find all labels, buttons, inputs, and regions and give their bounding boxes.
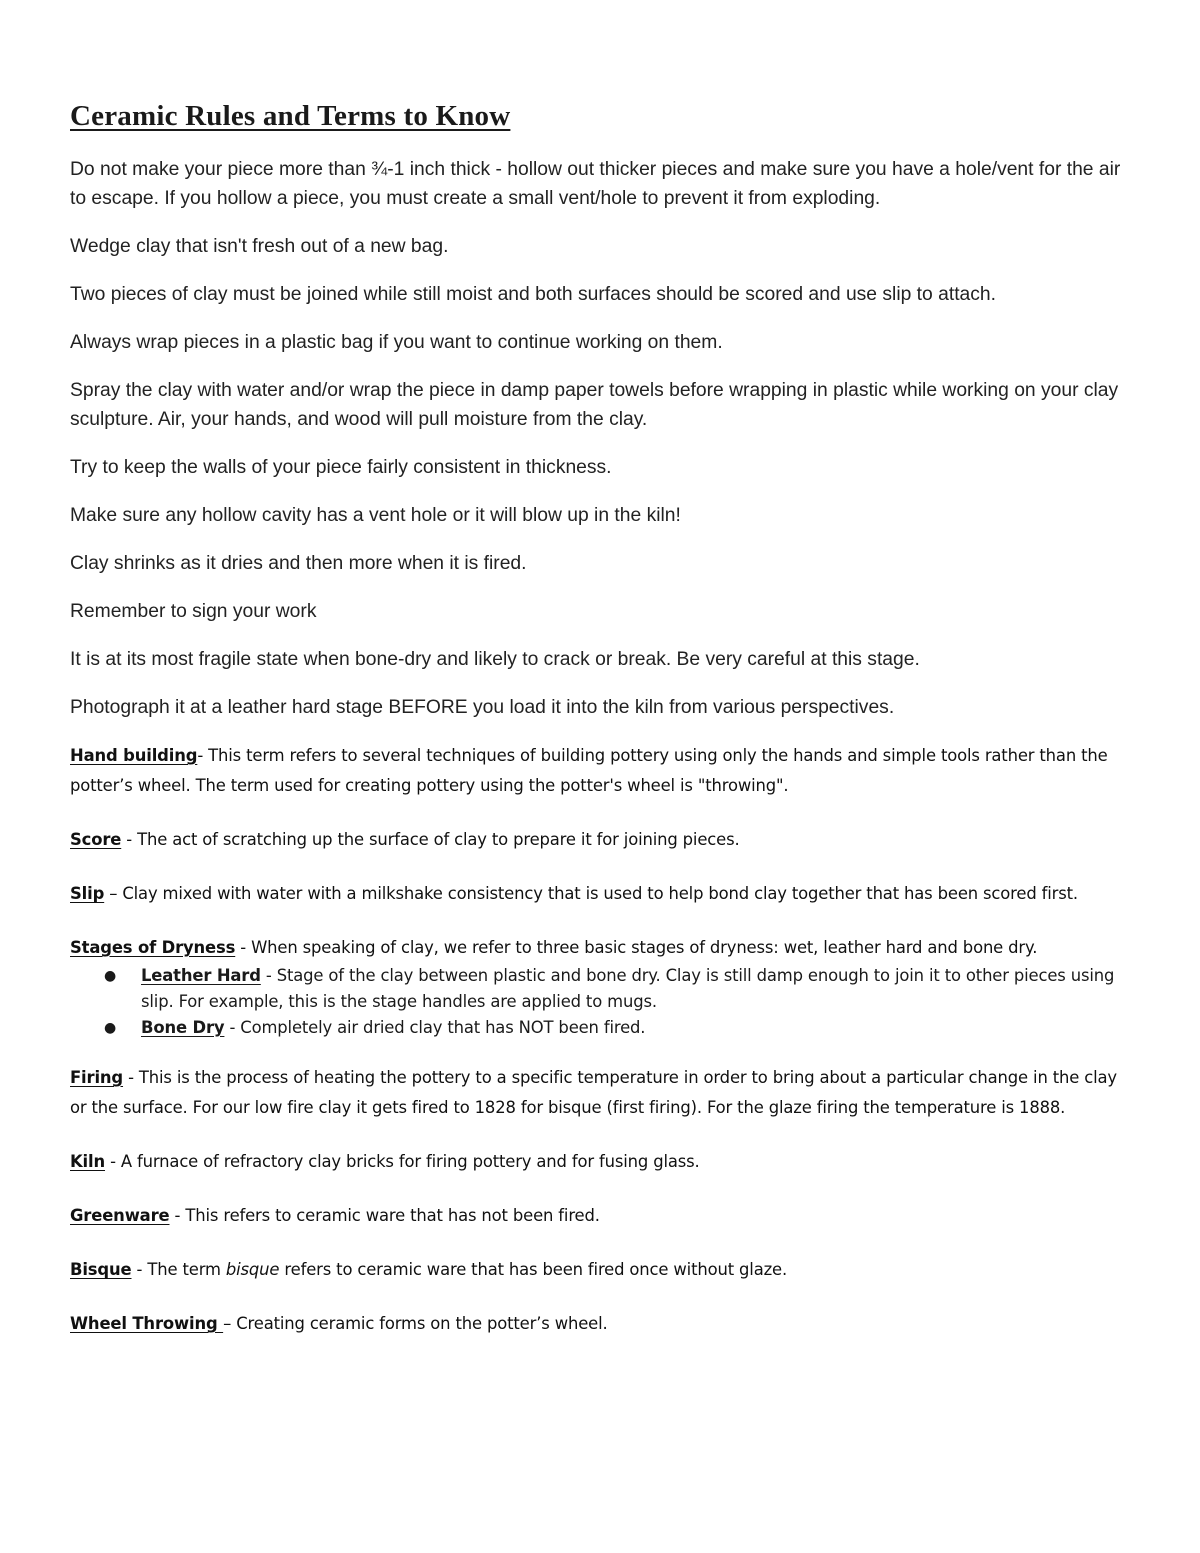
term-definition: - A furnace of refractory clay bricks for firing pottery and for fusing glass. <box>105 1152 700 1171</box>
term-name: Leather Hard <box>141 966 261 985</box>
rule-sign: Remember to sign your work <box>70 601 317 622</box>
rule-wrap: Always wrap pieces in a plastic bag if you want to continue working on them. <box>70 332 723 353</box>
term-score <box>70 825 1130 855</box>
term-name: Bisque <box>70 1260 132 1279</box>
list-item-bone-dry <box>104 1015 1130 1041</box>
term-definition-post: refers to ceramic ware that has been fired once without glaze. <box>279 1260 788 1279</box>
term-definition-pre: - The term <box>131 1260 226 1279</box>
term-definition: - Stage of the clay between plastic and bone dry. Clay is still damp enough to join it to other pieces using slip. For example, this is the stage handles are applied to mugs. <box>141 966 1115 1011</box>
term-definition: – Creating ceramic forms on the potter’s wheel. <box>223 1314 608 1333</box>
term-wheel-throwing <box>70 1309 1130 1339</box>
rule-wedge: Wedge clay that isn't fresh out of a new bag. <box>70 236 449 257</box>
term-bisque <box>70 1255 1130 1285</box>
rule-moisture: Spray the clay with water and/or wrap the piece in damp paper towels before wrapping in plastic while working on your clay sculpture. Air, your hands, and wood will pull moisture from the clay. <box>70 380 1119 430</box>
term-definition: - Completely air dried clay that has NOT been fired. <box>224 1018 646 1037</box>
term-definition: - The act of scratching up the surface of clay to prepare it for joining pieces. <box>121 830 740 849</box>
rule-shrink: Clay shrinks as it dries and then more when it is fired. <box>70 553 527 574</box>
term-definition: - When speaking of clay, we refer to three basic stages of dryness: wet, leather hard and bone dry. <box>235 938 1038 957</box>
page-title: Ceramic Rules and Terms to Know <box>70 100 511 132</box>
dryness-stages-list <box>70 963 1130 1041</box>
term-definition: – Clay mixed with water with a milkshake consistency that is used to help bond clay together that has been scored first. <box>104 884 1078 903</box>
term-name: Score <box>70 830 122 849</box>
term-definition: - This refers to ceramic ware that has not been fired. <box>169 1206 600 1225</box>
term-name: Greenware <box>70 1206 170 1225</box>
rule-fragile: It is at its most fragile state when bone-dry and likely to crack or break. Be very careful at this stage. <box>70 649 920 670</box>
rule-vent: Make sure any hollow cavity has a vent hole or it will blow up in the kiln! <box>70 505 681 526</box>
term-name: Kiln <box>70 1152 106 1171</box>
term-name: Wheel Throwing <box>70 1314 224 1333</box>
bullet-icon: ● <box>104 1020 117 1036</box>
term-slip <box>70 879 1130 909</box>
document-page <box>70 96 1130 1363</box>
term-name: Hand building <box>70 746 198 765</box>
term-name: Slip <box>70 884 105 903</box>
term-stages-of-dryness <box>70 933 1130 963</box>
bullet-icon: ● <box>104 968 117 984</box>
term-definition: - This term refers to several techniques of building pottery using only the hands and simple tools rather than the potter’s wheel. The term used for creating pottery using the potter's wheel is "throwing". <box>70 746 1108 795</box>
term-greenware <box>70 1201 1130 1231</box>
term-definition: - This is the process of heating the pottery to a specific temperature in order to bring about a particular change in the clay or the surface. For our low fire clay it gets fired to 1828 for bisque (first firing). For the glaze firing the temperature is 1888. <box>70 1068 1117 1117</box>
rule-joining: Two pieces of clay must be joined while still moist and both surfaces should be scored and use slip to attach. <box>70 284 996 305</box>
term-kiln <box>70 1147 1130 1177</box>
term-name: Stages of Dryness <box>70 938 236 957</box>
list-item-leather-hard <box>104 963 1130 1015</box>
term-name: Bone Dry <box>141 1018 225 1037</box>
rule-walls: Try to keep the walls of your piece fairly consistent in thickness. <box>70 457 612 478</box>
term-name: Firing <box>70 1068 124 1087</box>
term-definition-italic: bisque <box>225 1260 280 1279</box>
rule-photograph: Photograph it at a leather hard stage BEFORE you load it into the kiln from various perspectives. <box>70 697 895 718</box>
term-firing <box>70 1063 1130 1123</box>
term-hand-building <box>70 741 1130 801</box>
rule-thickness: Do not make your piece more than ¾-1 inch thick - hollow out thicker pieces and make sure you have a hole/vent for the air to escape. If you hollow a piece, you must create a small vent/hole to prevent it from exploding. <box>70 159 1121 209</box>
